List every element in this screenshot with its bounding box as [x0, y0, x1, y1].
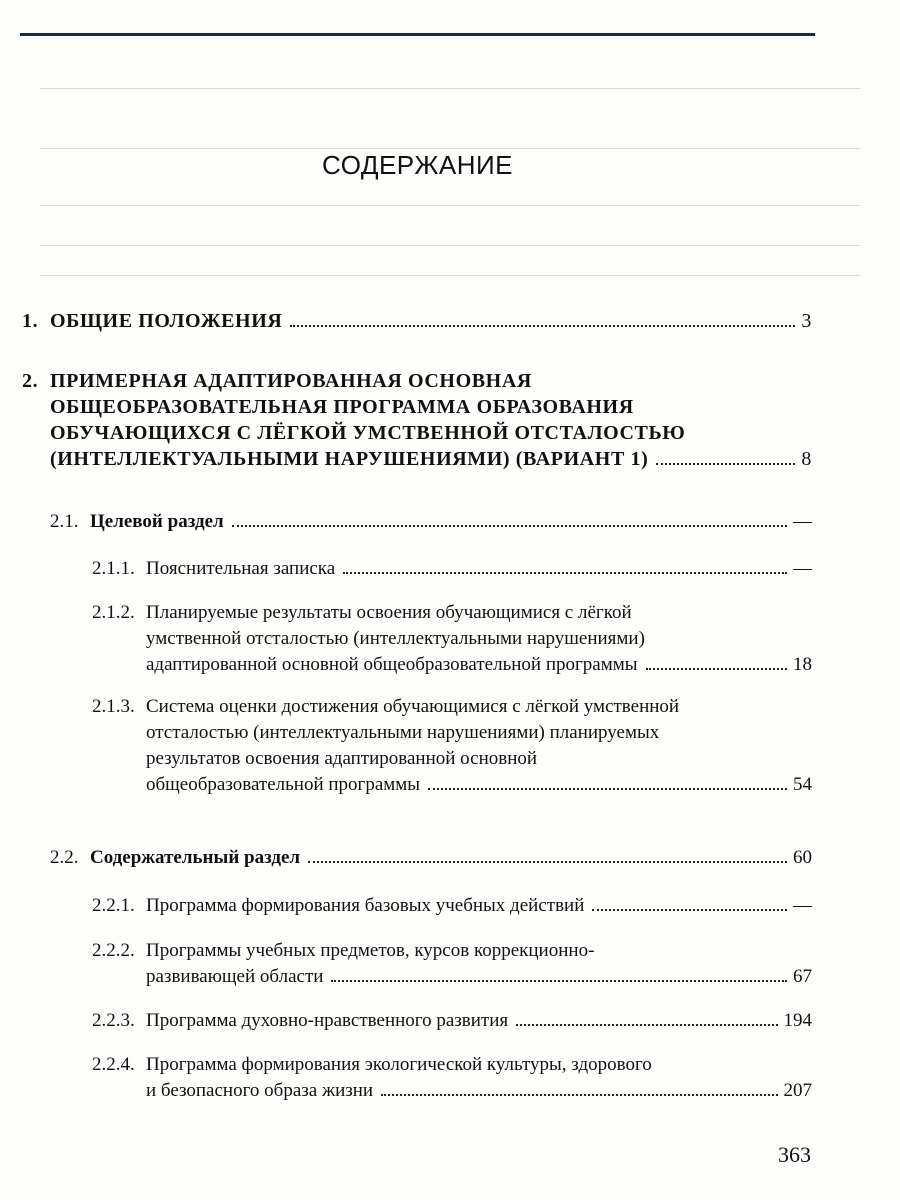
page-number: 363	[778, 1142, 811, 1167]
entry-page: 18	[793, 654, 812, 675]
entry-page: 54	[793, 774, 812, 795]
dot-leader	[232, 525, 787, 527]
entry-page: 207	[783, 1080, 812, 1101]
entry-number: 1.	[22, 310, 39, 332]
toc-entry-2-2-1[interactable]	[92, 893, 812, 919]
dot-leader	[646, 668, 787, 670]
entry-line: Планируемые результаты освоения обучающимися с лёгкой	[146, 602, 632, 623]
entry-number: 2.	[22, 370, 39, 392]
dot-leader	[343, 572, 787, 574]
toc-entry-2-1-1[interactable]	[92, 556, 812, 582]
bleed-line	[40, 205, 860, 206]
entry-page: —	[793, 558, 812, 579]
entry-line: отсталостью (интеллектуальными нарушениями) планируемых	[146, 722, 660, 743]
entry-line: развивающей области	[146, 966, 324, 987]
dot-leader	[308, 861, 787, 863]
toc-entry-2-2-4[interactable]	[92, 1052, 812, 1104]
entry-number: 2.2.2.	[92, 940, 135, 961]
entry-title: Программа духовно-нравственного развития	[146, 1010, 509, 1031]
entry-page: —	[793, 511, 812, 532]
dot-leader	[290, 325, 795, 327]
entry-title: Программа формирования базовых учебных действий	[146, 895, 585, 916]
entry-line: результатов освоения адаптированной основной	[146, 748, 538, 769]
entry-title: ОБЩИЕ ПОЛОЖЕНИЯ	[50, 310, 283, 332]
entry-number: 2.1.2.	[92, 602, 135, 623]
entry-line: ОБЩЕОБРАЗОВАТЕЛЬНАЯ ПРОГРАММА ОБРАЗОВАНИЯ	[50, 396, 634, 418]
dot-leader	[656, 463, 795, 465]
entry-line: Программы учебных предметов, курсов коррекционно-	[146, 940, 595, 961]
dot-leader	[331, 980, 787, 982]
entry-line: ПРИМЕРНАЯ АДАПТИРОВАННАЯ ОСНОВНАЯ	[50, 370, 532, 392]
entry-number: 2.1.1.	[92, 558, 135, 579]
entry-page: 194	[783, 1010, 812, 1031]
dot-leader	[592, 909, 787, 911]
entry-page: 8	[801, 448, 812, 470]
entry-title: Пояснительная записка	[146, 558, 336, 579]
top-rule	[20, 33, 815, 36]
bleed-line	[40, 245, 860, 246]
entry-number: 2.1.	[50, 511, 79, 532]
entry-number: 2.2.1.	[92, 895, 135, 916]
entry-number: 2.2.	[50, 847, 79, 868]
toc-entry-2[interactable]	[22, 368, 812, 472]
entry-page: 67	[793, 966, 812, 987]
page-title: СОДЕРЖАНИЕ	[321, 150, 513, 180]
toc-entry-1[interactable]	[22, 308, 812, 334]
entry-line: Система оценки достижения обучающимися с лёгкой умственной	[146, 696, 680, 717]
entry-line: адаптированной основной общеобразовательной программы	[146, 654, 638, 675]
toc-entry-2-1[interactable]	[50, 509, 812, 535]
entry-line: умственной отсталостью (интеллектуальными нарушениями)	[146, 628, 645, 649]
entry-title: Содержательный раздел	[90, 847, 301, 868]
entry-page: —	[793, 895, 812, 916]
bleed-line	[40, 275, 860, 276]
entry-number: 2.2.3.	[92, 1010, 135, 1031]
entry-page: 3	[801, 310, 812, 332]
dot-leader	[381, 1094, 777, 1096]
entry-line: ОБУЧАЮЩИХСЯ С ЛЁГКОЙ УМСТВЕННОЙ ОТСТАЛОСТЬЮ	[50, 422, 686, 444]
entry-title: Целевой раздел	[90, 511, 224, 532]
bleed-line	[40, 148, 860, 149]
bleed-line	[40, 88, 860, 89]
entry-number: 2.2.4.	[92, 1054, 135, 1075]
toc-entry-2-2-2[interactable]	[92, 938, 812, 990]
entry-number: 2.1.3.	[92, 696, 135, 717]
entry-line: Программа формирования экологической культуры, здорового	[146, 1054, 652, 1075]
toc-entry-2-2-3[interactable]	[92, 1008, 812, 1034]
toc-entry-2-1-2[interactable]	[92, 600, 812, 678]
entry-page: 60	[793, 847, 812, 868]
toc-entry-2-2[interactable]	[50, 845, 812, 871]
dot-leader	[428, 788, 787, 790]
entry-line: и безопасного образа жизни	[146, 1080, 374, 1101]
toc-entry-2-1-3[interactable]	[92, 694, 812, 798]
entry-line: (ИНТЕЛЛЕКТУАЛЬНЫМИ НАРУШЕНИЯМИ) (ВАРИАНТ 1)	[50, 448, 649, 470]
entry-line: общеобразовательной программы	[146, 774, 421, 795]
dot-leader	[516, 1024, 777, 1026]
